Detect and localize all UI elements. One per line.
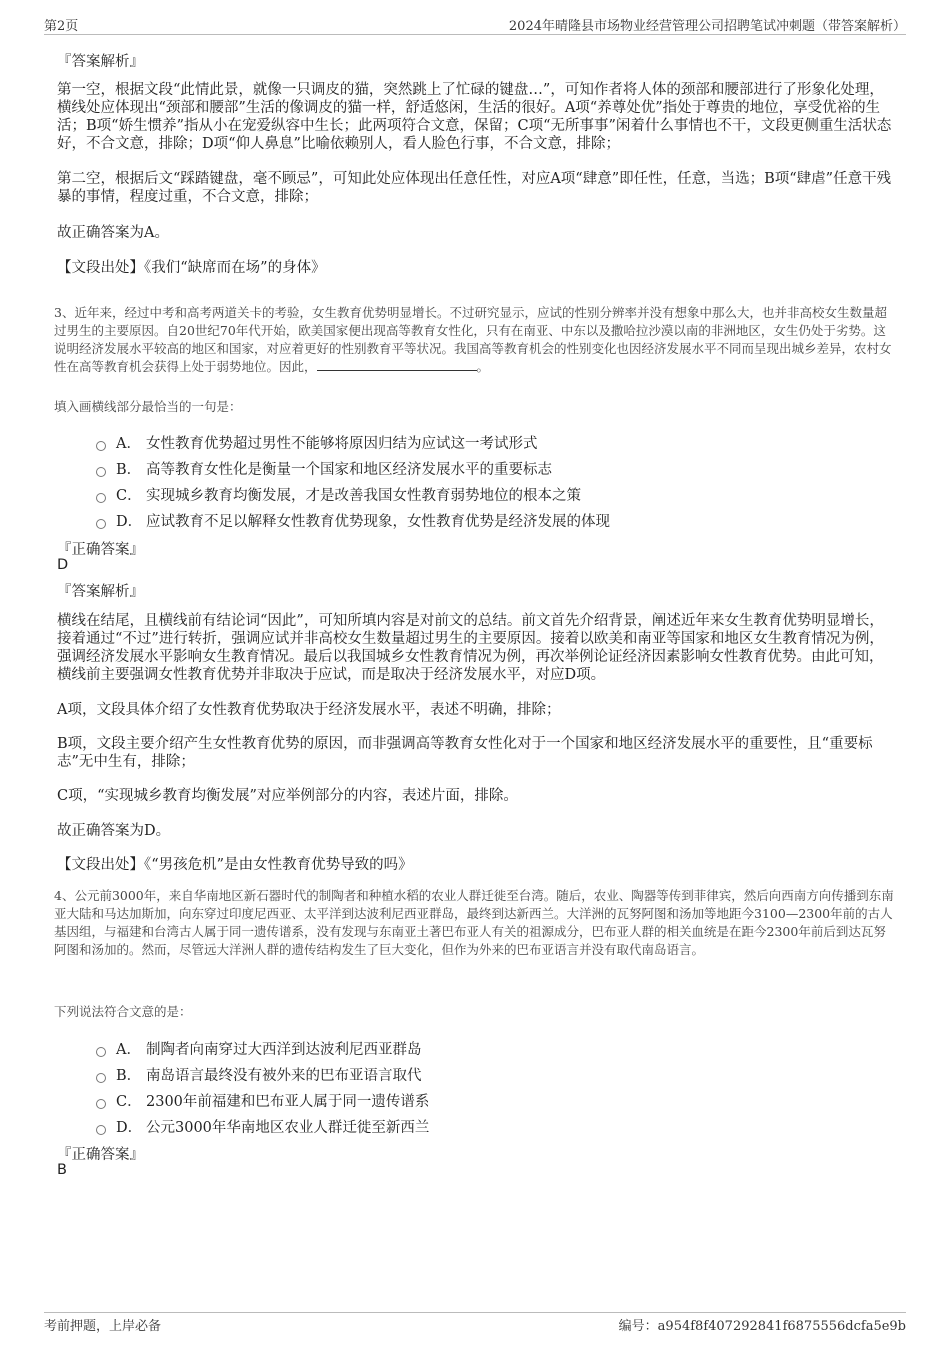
q2-conclusion: 故正确答案为A。 [57,225,169,241]
q3-analysis-c: C项，“实现城乡教育均衡发展”对应举例部分的内容，表述片面，排除。 [57,788,518,804]
q2-source: 【文段出处】《我们“缺席而在场”的身体》 [57,260,326,276]
page-header [44,14,906,35]
radio-icon[interactable] [96,1047,106,1057]
q4-stem: 4、公元前3000年，来自华南地区新石器时代的制陶者和种植水稻的农业人群迁徙至台湾。随后，农业、陶器等传到菲律宾，然后向西南方向传播到东南亚大陆和马达加斯加，向东穿过印度尼西亚、太平洋到达波利尼西亚群岛，最终到达新西兰。大洋洲的瓦努阿图和汤加等地距今3100—2300年前的古人基因组，与福建和台湾古人属于同一遗传谱系，没有发现与东南亚土著巴布亚人有关的祖源成分，巴布亚人群的相关血统是在距今2300年前后到达瓦努阿图和汤加的。然而，尽管远大洋洲人群的遗传结构发生了巨大变化，但作为外来的巴布亚语言并没有取代南岛语言。 [54,888,894,957]
q3-source: 【文段出处】《“男孩危机”是由女性教育优势导致的吗》 [57,857,413,873]
footer-note: 考前押题，上岸必备 [44,1319,162,1334]
q4-correct-label: 『正确答案』 [57,1147,144,1163]
radio-icon[interactable] [96,1099,106,1109]
q3-option-a[interactable]: A． 女性教育优势超过男性不能够将原因归结为应试这一考试形式 [96,432,538,453]
radio-icon[interactable] [96,493,106,503]
page-footer [44,1312,906,1335]
radio-icon[interactable] [96,467,106,477]
q3-option-b[interactable]: B． 高等教育女性化是衡量一个国家和地区经济发展水平的重要标志 [96,458,552,479]
answer-blank [317,358,477,371]
q3-analysis-label: 『答案解析』 [57,584,144,600]
q4-correct-answer: B [57,1162,67,1178]
q2-analysis-p2: 第二空，根据后文“踩踏键盘，毫不顾忌”，可知此处应体现出任意任性，对应A项“肆意”即任性，任意，当选；B项“肆虐”任意干残暴的事情，程度过重，不合文意，排除； [57,171,892,205]
q4-option-b[interactable]: B． 南岛语言最终没有被外来的巴布亚语言取代 [96,1064,422,1085]
q3-correct-label: 『正确答案』 [57,542,144,558]
q4-option-c[interactable]: C． 2300年前福建和巴布亚人属于同一遗传谱系 [96,1090,429,1111]
q4-option-a[interactable]: A． 制陶者向南穿过大西洋到达波利尼西亚群岛 [96,1038,422,1059]
document-title: 2024年晴隆县市场物业经营管理公司招聘笔试冲刺题（带答案解析） [508,19,906,34]
radio-icon[interactable] [96,519,106,529]
q3-analysis-a: A项，文段具体介绍了女性教育优势取决于经济发展水平，表述不明确，排除； [57,702,561,718]
q3-option-c[interactable]: C． 实现城乡教育均衡发展，才是改善我国女性教育弱势地位的根本之策 [96,484,581,505]
q4-option-d[interactable]: D． 公元3000年华南地区农业人群迁徙至新西兰 [96,1116,429,1137]
q3-analysis-b: B项，文段主要介绍产生女性教育优势的原因，而非强调高等教育女性化对于一个国家和地区经济发展水平的重要性，且“重要标志”无中生有，排除； [57,736,873,770]
page-number: 第2页 [44,19,79,34]
q3-option-d[interactable]: D． 应试教育不足以解释女性教育优势现象，女性教育优势是经济发展的体现 [96,510,610,531]
q3-conclusion: 故正确答案为D。 [57,823,171,839]
q2-analysis-p1: 第一空，根据文段“此情此景，就像一只调皮的猫，突然跳上了忙碌的键盘…”，可知作者将人体的颈部和腰部进行了形象化处理，横线处应体现出“颈部和腰部”生活的像调皮的猫一样，舒适悠闲，生活的很好。A项“养尊处优”指处于尊贵的地位，享受优裕的生活；B项“娇生惯养”指从小在宠爱纵容中生长；此两项符合文意，保留；C项“无所事事”闲着什么事情也不干，文段更侧重生活状态好，不合文意，排除；D项“仰人鼻息”比喻依赖别人，看人脸色行事，不合文意，排除； [57,82,892,152]
q3-correct-answer: D [57,557,69,573]
q3-analysis-p1: 横线在结尾，且横线前有结论词“因此”，可知所填内容是对前文的总结。前文首先介绍背景，阐述近年来女生教育优势明显增长，接着通过“不过”进行转折，强调应试并非高校女生数量超过男生的主要原因。接着以欧美和南亚等国家和地区女生教育情况为例，强调经济发展水平影响女生教育情况。最后以我国城乡女性教育情况为例，再次举例论证经济因素影响女性教育优势。由此可知，横线前主要强调女性教育优势并非取决于应试，而是取决于经济发展水平，对应D项。 [57,613,884,683]
radio-icon[interactable] [96,1125,106,1135]
q2-analysis-label: 『答案解析』 [57,54,144,70]
radio-icon[interactable] [96,441,106,451]
q3-prompt: 填入画横线部分最恰当的一句是： [54,399,242,414]
q4-prompt: 下列说法符合文意的是： [54,1004,192,1019]
document-code: 编号：a954f8f407292841f6875556dcfa5e9b [618,1319,906,1334]
q3-stem: 3、近年来，经过中考和高考两道关卡的考验，女生教育优势明显增长。不过研究显示，应试的性别分辨率并没有想象中那么大，也并非高校女生数量超过男生的主要原因。自20世纪70年代开始，欧美国家便出现高等教育女性化，只有在南亚、中东以及撒哈拉沙漠以南的非洲地区，女生仍处于劣势。这说明经济发展水平较高的地区和国家，对应着更好的性别教育平等状况。我国高等教育机会的性别变化也因经济发展水平不同而呈现出城乡差异，农村女性在高等教育机会获得上处于弱势地位。因此， 。 [54,305,892,374]
radio-icon[interactable] [96,1073,106,1083]
